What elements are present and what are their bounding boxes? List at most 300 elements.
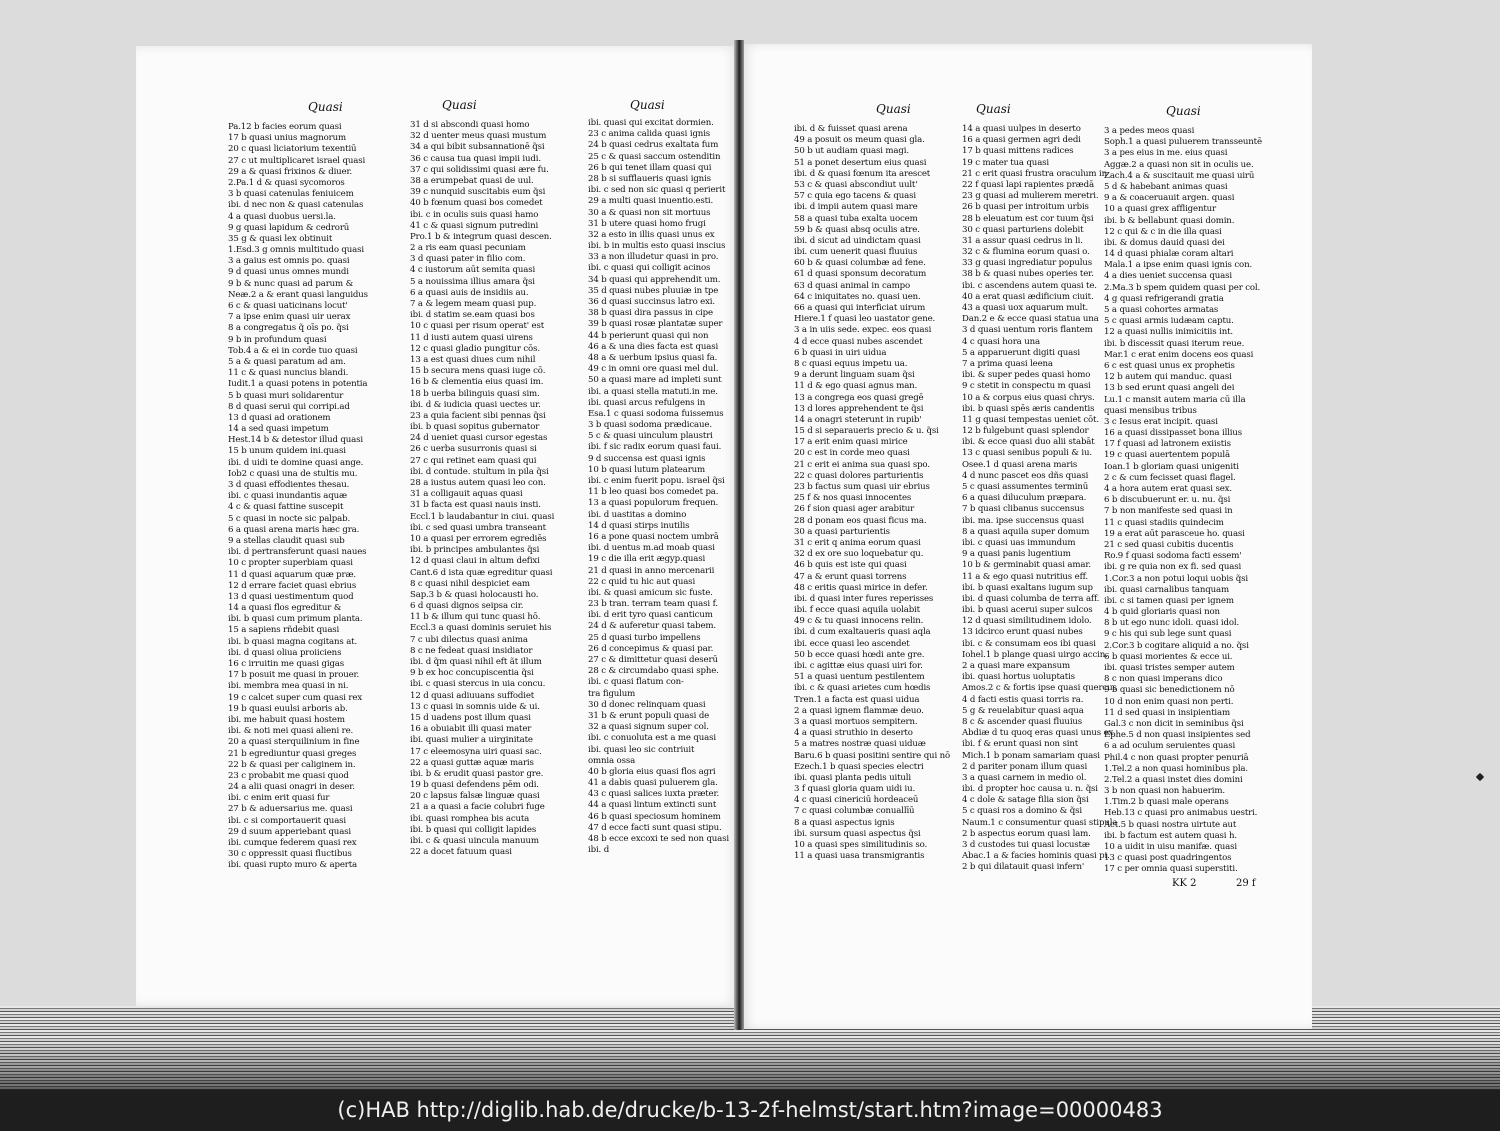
index-entry: 19 c quasi auertentem populā: [1104, 450, 1230, 461]
column-header: Quasi: [1166, 104, 1201, 118]
index-entry: 9 b & nunc quasi ad parum &: [228, 278, 354, 289]
index-entry: ibi. c sed non sic quasi q perierit: [588, 185, 726, 196]
index-entry: 49 c & tu quasi innocens relin.: [794, 616, 924, 627]
index-entry: 7 b non manifeste sed quasi in: [1104, 506, 1233, 517]
index-entry: 1.Esd.3 g omnis multitudo quasi: [228, 245, 364, 256]
index-entry: 40 b gloria eius quasi flos agri: [588, 766, 716, 777]
index-entry: Hiere.1 f quasi leo uastator gene.: [794, 314, 936, 325]
index-entry: ibi. d cum exaltaueris quasi aqla: [794, 627, 931, 638]
index-entry: ibi. b quasi exaltans iugum sup: [962, 582, 1093, 593]
index-entry: 50 b ecce quasi hœdi ante gre.: [794, 649, 925, 660]
index-entry: ibi. d nec non & quasi catenulas: [228, 200, 364, 211]
index-entry: 28 d ponam eos quasi ficus ma.: [794, 515, 927, 526]
index-entry: 6 b discubuerunt er. u. nu. q̃si: [1104, 495, 1231, 506]
index-entry: 9 a stellas claudit quasi sub: [228, 535, 345, 546]
index-entry: 9 b quasi sic benedictionem nō: [1104, 685, 1235, 696]
index-entry: 5 a & quasi paratum ad am.: [228, 356, 346, 367]
index-entry: 10 a quasi grex affligentur: [1104, 204, 1216, 215]
index-entry: Cant.6 d ista quæ egreditur quasi: [410, 567, 553, 578]
index-entry: 3 b non quasi non habuerim.: [1104, 786, 1225, 797]
index-entry: ibi. quasi tristes semper autem: [1104, 663, 1235, 673]
index-entry: 8 a quasi aspectus ignis: [794, 817, 895, 828]
index-entry: 24 d & auferetur quasi tabem.: [588, 621, 716, 632]
index-entry: 13 c quasi senibus populi & iu.: [962, 448, 1092, 459]
index-entry: tra figulum: [588, 688, 636, 699]
index-entry: 57 c quia ego tacens & quasi: [794, 191, 916, 202]
index-entry: ibi. quasi qui excitat dormien.: [588, 118, 714, 128]
index-entry: ibi. d & iudicia quasi uectes ur.: [410, 399, 541, 410]
index-entry: 30 c oppressit quasi fluctibus: [228, 849, 352, 860]
index-entry: ibi. quasi planta pedis uituli: [794, 772, 911, 783]
index-entry: 2 a quasi mare expansum: [962, 661, 1071, 671]
index-entry: 27 c ut multiplicaret israel quasi: [228, 155, 366, 166]
index-entry: ibi. b & bellabunt quasi domin.: [1104, 215, 1235, 226]
index-entry: 26 f sion quasi ager arabitur: [794, 504, 915, 515]
index-entry: 17 a erit enim quasi mirice: [794, 437, 908, 448]
index-entry: 37 c qui solidissimi quasi ære fu.: [410, 164, 549, 175]
index-entry: 2.Ma.3 b spem quidem quasi per col.: [1104, 282, 1261, 293]
index-entry: ibi. b quasi qui colligit lapides: [410, 824, 537, 835]
index-entry: 12 c qui & c in die illa quasi: [1104, 226, 1222, 237]
index-entry: 1.Tim.2 b quasi male operans: [1104, 797, 1229, 808]
index-entry: Mar.1 c erat enim docens eos quasi: [1104, 349, 1254, 360]
index-entry: 38 a erumpebat quasi de uul.: [410, 175, 534, 186]
index-entry: 7 c ubi dilectus quasi anima: [410, 634, 528, 645]
right-page: [742, 44, 1312, 1029]
index-entry: 21 c erit ei anima sua quasi spo.: [794, 459, 930, 470]
index-entry: 4 c dole & satage filia sion q̃si: [962, 795, 1089, 806]
index-entry: 15 b unum quidem ini.quasi: [228, 446, 346, 457]
index-entry: 32 d uenter meus quasi mustum: [410, 131, 547, 142]
index-entry: 19 c mater tua quasi: [962, 157, 1050, 168]
index-entry: 32 a quasi signum super col.: [588, 722, 709, 733]
index-entry: Iudit.1 a quasi potens in potentia: [228, 379, 368, 390]
index-entry: 35 d quasi nubes pluuiæ in tpe: [588, 285, 719, 296]
column-header: Quasi: [876, 102, 911, 116]
index-entry: 4 d nunc pascet eos dñs quasi: [962, 470, 1089, 481]
index-entry: Mala.1 a ipse enim quasi ignis con.: [1104, 260, 1253, 271]
index-entry: 43 c quasi salices iuxta præter.: [588, 789, 720, 800]
index-entry: 3 f quasi gloria quam uidi iu.: [794, 784, 916, 795]
folio-number: 29 f: [1236, 878, 1256, 889]
index-entry: 13 a quasi populorum frequen.: [588, 498, 719, 509]
index-entry: Eccl.3 a quasi dominis seruiet his: [410, 623, 552, 634]
index-entry: 13 c quasi post quadringentos: [1104, 853, 1232, 864]
index-entry: Ephe.5 d non quasi insipientes sed: [1104, 730, 1251, 741]
index-entry: ibi. quasi romphea bis acuta: [410, 813, 530, 824]
index-entry: 11 b & illum qui tunc quasi hō.: [410, 612, 541, 623]
index-entry: 4 d facti estis quasi torris ra.: [962, 694, 1084, 705]
index-entry: 24 b quasi cedrus exaltata fum: [588, 140, 719, 151]
index-entry: 39 b quasi rosæ plantatæ super: [588, 319, 723, 330]
index-entry: 28 b si sufflaueris quasi ignis: [588, 173, 711, 184]
index-entry: Phil.4 c non quasi propter penuriā: [1104, 752, 1249, 763]
index-entry: ibi. d impii autem quasi mare: [794, 202, 918, 213]
index-entry: 25 c & quasi saccum ostenditin: [588, 151, 721, 162]
index-entry: 47 d ecce facti sunt quasi stipu.: [588, 822, 722, 833]
index-entry: 13 a congrega eos quasi gregē: [794, 392, 924, 403]
index-entry: 38 b quasi dira passus in cipe: [588, 308, 713, 319]
index-entry: ibi. membra mea quasi in ni.: [228, 681, 349, 692]
index-entry: 20 a quasi sterquilinium in fine: [228, 737, 360, 748]
index-entry: ibi. c agittæ eius quasi uiri for.: [794, 661, 923, 671]
index-entry: ibi. c & quasi uincula manuum: [410, 836, 539, 846]
index-entry: ibi. d uidi te domine quasi ange.: [228, 457, 364, 468]
index-entry: ibi. d q̃m quasi nihil eft ãt illum: [410, 657, 542, 667]
index-entry: 60 b & quasi columbæ ad fene.: [794, 258, 926, 269]
signature-mark: KK 2: [1172, 878, 1197, 889]
index-entry: 8 c non quasi imperans dico: [1104, 674, 1223, 685]
index-entry: 7 a prima quasi leena: [962, 358, 1053, 369]
index-entry: 23 c probabit me quasi quod: [228, 770, 349, 781]
index-entry: 12 a quasi nullis inimicitiis int.: [1104, 327, 1233, 338]
index-entry: 24 a alii quasi onagri in deser.: [228, 782, 355, 793]
index-entry: 49 a posuit os meum quasi gla.: [794, 135, 925, 146]
index-entry: 9 d succensa est quasi ignis: [588, 453, 706, 464]
index-column: [962, 124, 1118, 874]
index-column: [794, 124, 962, 862]
index-entry: 4 a hora autem erat quasi sex.: [1104, 484, 1232, 494]
index-entry: 5 c quasi ros a domino & q̃si: [962, 806, 1082, 817]
index-entry: 6 d quasi dignos seipsa cir.: [410, 601, 524, 612]
index-entry: Dan.2 e & ecce quasi statua una: [962, 314, 1099, 325]
index-entry: 26 b quasi per introitum urbis: [962, 202, 1089, 213]
index-entry: ibi. d pertransferunt quasi naues: [228, 547, 367, 558]
index-entry: 30 a quasi parturientis: [794, 526, 890, 537]
index-entry: 5 a nouissima illius amara q̃si: [410, 276, 535, 287]
index-entry: 20 c quasi liciatorium texentiū: [228, 144, 357, 155]
index-entry: 25 f & nos quasi innocentes: [794, 493, 912, 504]
index-entry: 17 b quasi unius magnorum: [228, 133, 346, 144]
index-entry: 31 a assur quasi cedrus in li.: [962, 235, 1083, 246]
index-entry: 40 b fœnum quasi bos comedet: [410, 198, 543, 209]
index-entry: ibi. d quasi oliua proiiciens: [228, 647, 342, 658]
index-entry: 5 c quasi assumentes terminū: [962, 482, 1089, 492]
index-entry: 30 c quasi parturiens dolebit: [962, 224, 1084, 235]
index-entry: 8 b ut ego nunc idoli. quasi idol.: [1104, 618, 1240, 629]
index-entry: ibi. b quasi cum primum planta.: [228, 614, 363, 625]
index-entry: Gal.3 c non dicit in seminibus q̃si: [1104, 718, 1244, 729]
index-entry: ibi. c & quasi arietes cum hœdis: [794, 683, 931, 694]
index-entry: 14 a quasi uulpes in deserto: [962, 124, 1081, 134]
index-entry: 50 b ut audiam quasi magi.: [794, 146, 909, 157]
index-entry: 48 c eritis quasi mirice in defer.: [794, 582, 928, 593]
index-entry: Zach.4 a & suscitauit me quasi uirū: [1104, 170, 1255, 181]
index-entry: 30 d donec relinquam quasi: [588, 699, 706, 710]
index-entry: 3 a in uiis sede. expec. eos quasi: [794, 325, 932, 336]
index-entry: 1.Tel.2 a non quasi hominibus pla.: [1104, 763, 1248, 774]
index-entry: 31 d si abscondi quasi homo: [410, 120, 530, 130]
index-entry: ibi. c enim fuerit popu. israel q̃si: [588, 476, 725, 486]
index-entry: ibi. c conuoluta est a me quasi: [588, 733, 716, 744]
index-entry: 9 a & coaceruauit argen. quasi: [1104, 193, 1235, 204]
index-entry: 29 a multi quasi inuentio.esti.: [588, 196, 714, 207]
index-entry: 3 b quasi sodoma prædicaue.: [588, 420, 712, 431]
index-column: [228, 122, 398, 872]
index-entry: 2.Pa.1 d & quasi sycomoros: [228, 177, 345, 188]
index-entry: ibi. d & quasi fœnum ita arescet: [794, 168, 931, 179]
index-entry: 19 a erat aūt parasceue ho. quasi: [1104, 528, 1245, 539]
index-entry: Ro.9 f quasi sodoma facti essem': [1104, 551, 1242, 562]
index-entry: ibi. b principes ambulantes q̃si: [410, 545, 540, 556]
index-entry: 14 d quasi phialæ coram altari: [1104, 249, 1234, 260]
index-entry: 3 d quasi effodientes thesau.: [228, 480, 350, 490]
index-entry: 38 b & quasi nubes operies ter.: [962, 269, 1094, 280]
index-entry: 28 a iustus autem quasi leo con.: [410, 478, 546, 488]
index-entry: 9 b in profundum quasi: [228, 334, 327, 345]
index-entry: 22 f quasi lapi rapientes prædā: [962, 179, 1094, 190]
index-entry: Sap.3 b & quasi holocausti ho.: [410, 589, 539, 600]
index-entry: ibi. d statim se.eam quasi bos: [410, 310, 535, 321]
index-entry: ibi. ecce quasi leo ascendet: [794, 638, 910, 649]
index-entry: 14 a sed quasi impetum: [228, 424, 329, 435]
index-entry: Ezech.1 b quasi species electri: [794, 761, 924, 772]
index-entry: 10 c propter superbiam quasi: [228, 558, 353, 569]
index-entry: ibi. ma. ipse succensus quasi: [962, 515, 1084, 526]
index-entry: 19 c die illa erit ægyp.quasi: [588, 554, 706, 565]
index-entry: 66 a quasi qui interficiat uirum: [794, 303, 926, 313]
index-entry: ibi. c si tamen quasi per ignem: [1104, 595, 1234, 606]
index-entry: 3 d quasi pater in filio com.: [410, 254, 526, 265]
index-entry: 21 c erit quasi frustra oraculum in: [962, 168, 1107, 179]
index-entry: 9 a quasi panis lugentium: [962, 549, 1071, 560]
index-entry: ibi. c & consumam eos ibi quasi: [962, 638, 1096, 649]
index-entry: 22 c quasi dolores parturientis: [794, 470, 924, 481]
index-entry: 13 d lores apprehendent te q̃si: [794, 403, 924, 414]
index-entry: 6 b quasi morientes & ecce ui.: [1104, 651, 1233, 662]
index-entry: 10 a & corpus eius quasi chrys.: [962, 392, 1095, 403]
index-entry: 23 b factus sum quasi uir ebrius: [794, 482, 930, 492]
index-entry: 13 idcirco erunt quasi nubes: [962, 627, 1083, 638]
index-entry: 21 d quasi in anno mercenarii: [588, 565, 715, 576]
index-entry: ibi. b discessit quasi iterum reue.: [1104, 338, 1245, 349]
index-entry: 13 d quasi uestimentum quod: [228, 591, 354, 602]
index-entry: 23 b tran. terram team quasi f.: [588, 599, 718, 610]
index-entry: 19 b quasi euulsi arboris ab.: [228, 703, 348, 714]
index-entry: Act.5 b quasi nostra uirtute aut: [1104, 819, 1237, 830]
index-entry: 10 b & germinabit quasi amar.: [962, 560, 1091, 571]
index-entry: 27 c & dimittetur quasi deserū: [588, 655, 718, 665]
index-entry: ibi. d uentus m.ad moab quasi: [588, 543, 715, 554]
index-entry: ibi. d: [588, 845, 610, 856]
index-entry: ibi. d propter hoc causa u. n. q̃si: [962, 784, 1098, 795]
index-entry: 32 c & flumina eorum quasi o.: [962, 247, 1090, 258]
index-entry: 11 d iusti autem quasi uirens: [410, 332, 533, 343]
index-entry: 19 b quasi defendens pēm odi.: [410, 780, 539, 791]
index-entry: 12 d quasi adiuuans suffodiet: [410, 690, 535, 701]
index-entry: ibi. & super pedes quasi homo: [962, 370, 1091, 381]
index-entry: ibi. cum uenerit quasi fluuius: [794, 247, 918, 258]
index-entry: 46 b quis est iste qui quasi: [794, 560, 907, 571]
index-entry: 11 c quasi stadiis quindecim: [1104, 517, 1224, 528]
index-entry: 39 c nunquid suscitabis eum q̃si: [410, 187, 546, 198]
index-entry: Esa.1 c quasi sodoma fuissemus: [588, 408, 724, 419]
index-entry: 8 c ne fedeat quasi insidiator: [410, 645, 533, 656]
index-entry: 7 a ipse enim quasi uir uerax: [228, 312, 351, 323]
index-entry: 13 c quasi in somnis uide & ui.: [410, 701, 540, 712]
index-entry: Lu.1 c mansit autem maria cū illa: [1104, 394, 1246, 405]
index-entry: ibi. sursum quasi aspectus q̃si: [794, 828, 921, 839]
index-entry: 26 d concepimus & quasi par.: [588, 643, 714, 654]
index-entry: 3 d quasi uentum roris flantem: [962, 325, 1093, 336]
index-entry: omnia ossa: [588, 755, 636, 766]
index-entry: 15 b secura mens quasi iuge cō.: [410, 366, 546, 377]
index-entry: 10 d non enim quasi non perti.: [1104, 696, 1234, 707]
index-entry: 13 b sed erunt quasi angeli dei: [1104, 383, 1235, 394]
index-entry: 6 a quasi diluculum præpara.: [962, 493, 1087, 504]
index-entry: 3 b quasi catenulas feniuicem: [228, 189, 354, 200]
index-entry: 20 c est in corde meo quasi: [794, 448, 910, 459]
index-entry: Neæ.2 a & erant quasi languidus: [228, 289, 368, 300]
index-entry: Ioan.1 b gloriam quasi unigeniti: [1104, 461, 1239, 472]
index-entry: 6 c & quasi uaticinans locut': [228, 301, 348, 311]
index-entry: 17 f quasi ad latronem exiistis: [1104, 439, 1231, 450]
index-entry: 5 d & habebant animas quasi: [1104, 181, 1228, 192]
index-entry: 21 a a quasi a facie colubri fuge: [410, 802, 545, 813]
index-entry: 11 d quasi aquarum quæ præ.: [228, 569, 356, 580]
index-entry: 16 a quasi germen agri dedi: [962, 135, 1081, 146]
index-entry: 30 a & quasi non sit mortuus: [588, 207, 711, 218]
index-entry: 14 a onagri steterunt in rupib': [794, 414, 922, 425]
index-entry: 22 a docet fatuum quasi: [410, 847, 512, 858]
index-entry: ibi. d contude. stultum in pila q̃si: [410, 466, 549, 477]
index-entry: 11 g quasi tempestas ueniet cōt.: [962, 414, 1099, 425]
index-entry: 21 c sed quasi cubitis ducentis: [1104, 539, 1234, 550]
index-entry: Tren.1 a facta est quasi uidua: [794, 694, 920, 705]
index-entry: ibi. b quasi spēs æris candentis: [962, 403, 1095, 414]
index-entry: ibi. b quasi acerui super sulcos: [962, 605, 1093, 616]
index-entry: ibi. b quasi sopitus gubernator: [410, 422, 540, 433]
index-entry: ibi. b in multis esto quasi inscius: [588, 241, 726, 252]
index-entry: Tob.4 a & ei in corde tuo quasi: [228, 345, 358, 356]
index-entry: 2 b qui dilatauit quasi infern': [962, 862, 1085, 873]
index-entry: 4 c quasi hora una: [962, 336, 1040, 347]
index-entry: 32 d ex ore suo loquebatur qu.: [794, 549, 924, 560]
index-entry: 3 c Iesus erat incipit. quasi: [1104, 416, 1218, 427]
index-entry: 15 d uadens post illum quasi: [410, 712, 531, 723]
index-entry: 21 b egrediuntur quasi greges: [228, 748, 357, 759]
index-entry: 16 a obuiabit illi quasi mater: [410, 724, 532, 735]
index-entry: 51 a ponet desertum eius quasi: [794, 157, 927, 168]
index-entry: 8 d quasi serui qui corripi.ad: [228, 401, 350, 412]
index-entry: 31 b utere quasi homo frugi: [588, 218, 706, 229]
index-entry: ibi. & ecce quasi duo alii stabāt: [962, 437, 1095, 448]
index-entry: 36 d quasi succinsus latro exi.: [588, 297, 715, 307]
copyright-caption: (c)HAB http://diglib.hab.de/drucke/b-13-2f-helmst/start.htm?image=00000483: [337, 1098, 1163, 1122]
index-entry: 10 b quasi lutum platearum: [588, 464, 706, 475]
index-entry: 46 a & una dies facta est quasi: [588, 341, 719, 352]
index-entry: Aggæ.2 a quasi non sit in oculis ue.: [1104, 159, 1254, 170]
index-entry: Eccl.1 b laudabantur in ciui. quasi: [410, 511, 555, 522]
index-entry: 44 b perierunt quasi qui non: [588, 330, 709, 341]
index-entry: ibi. cumque federem quasi rex: [228, 838, 357, 848]
index-entry: ibi. quasi carnalibus tanquam: [1104, 584, 1229, 595]
index-entry: 15 a sapiens rñdebit quasi: [228, 625, 340, 636]
index-entry: 5 a matres nostræ quasi uiduæ: [794, 739, 926, 750]
index-entry: ibi. f ecce quasi aquila uolabit: [794, 605, 920, 616]
index-entry: ibi. quasi mulier a uirginitate: [410, 735, 533, 746]
index-entry: 17 c per omnia quasi superstiti.: [1104, 864, 1238, 875]
index-entry: 7 c quasi columbæ conuallīū: [794, 806, 915, 817]
index-entry: 8 c & ascender quasi fluuius: [962, 716, 1083, 727]
index-entry: ibi. b quasi magna cogitans at.: [228, 636, 358, 647]
index-entry: 16 a quasi dissipasset bona illius: [1104, 428, 1243, 439]
index-entry: 29 a & quasi frixinos & diuer.: [228, 166, 353, 177]
index-entry: ibi. me habuit quasi hostem: [228, 714, 345, 725]
index-entry: Naum.1 c consumentur quasi stipula: [962, 817, 1118, 828]
index-entry: ibi. c sed quasi umbra transeant: [410, 522, 546, 533]
index-entry: 51 a quasi uentum pestilentem: [794, 672, 925, 683]
index-entry: 59 b & quasi absq oculis atre.: [794, 224, 920, 235]
index-entry: 18 b uerba bilinguis quasi sim.: [410, 388, 540, 399]
index-entry: 8 a congregatus q̃ oīs po. q̃si: [228, 323, 349, 334]
index-entry: 4 a dies ueniet succensa quasi: [1104, 271, 1232, 282]
index-entry: 4 c iustorum aūt semita quasi: [410, 265, 536, 276]
index-entry: 28 b eleuatum est cor tuum q̃si: [962, 213, 1094, 224]
index-entry: 3 d custodes tui quasi locustæ: [962, 840, 1090, 850]
index-entry: ibi. d uastitas a domino: [588, 509, 687, 520]
index-entry: 34 a qui bibit subsannationē q̃si: [410, 142, 545, 153]
index-entry: 2 b aspectus eorum quasi lam.: [962, 828, 1091, 839]
index-entry: Pro.1 b & integrum quasi descen.: [410, 231, 552, 242]
index-entry: ibi. g re quia non ex fi. sed quasi: [1104, 562, 1242, 573]
index-entry: 6 a quasi auis de insidiis au.: [410, 287, 529, 298]
index-entry: 31 a colligauit aquas quasi: [410, 489, 523, 500]
index-entry: 7 a & legem meam quasi pup.: [410, 299, 537, 309]
index-entry: Iob2 c quasi una de stultis mu.: [228, 468, 358, 479]
index-entry: 10 a uidit in uisu manifæ. quasi: [1104, 842, 1238, 852]
index-entry: 28 c & circumdabo quasi sphe.: [588, 666, 719, 677]
index-entry: ibi. c ascendens autem quasi te.: [962, 280, 1097, 291]
index-entry: 11 a & ego quasi nutritius eff.: [962, 571, 1088, 582]
index-entry: ibi. d & fuisset quasi arena: [794, 124, 908, 134]
index-entry: 5 c & quasi uinculum plaustri: [588, 431, 713, 442]
index-entry: ibi. c si comportauerit quasi: [228, 815, 347, 826]
index-entry: 32 a esto in illis quasi unus ex: [588, 229, 715, 240]
index-entry: ibi. & noti mei quasi alieni re.: [228, 726, 354, 737]
book-gutter: [734, 40, 744, 1030]
index-entry: Soph.1 a quasi puluerem transseuntē: [1104, 137, 1262, 148]
index-entry: 47 a & erunt quasi torrens: [794, 571, 907, 582]
column-header: Quasi: [630, 98, 665, 112]
scanner-bed-shadow: [0, 1040, 1500, 1090]
index-entry: 23 a quia facient sibi pennas q̃si: [410, 410, 546, 421]
index-entry: 3 a gaius est omnis po. quasi: [228, 256, 350, 267]
index-column: [588, 118, 738, 856]
index-entry: 12 c quasi gladio pungitur cōs.: [410, 343, 540, 354]
index-entry: 9 b ex hoc concupiscentia q̃si: [410, 668, 534, 679]
index-entry: 20 c lapsus falsæ linguæ quasi: [410, 791, 540, 802]
index-column: [410, 120, 582, 858]
index-entry: 41 a dabis quasi puluerem gla.: [588, 778, 718, 789]
index-entry: ibi. & domus dauid quasi dei: [1104, 237, 1225, 248]
index-entry: 14 d quasi stirps inutilis: [588, 520, 690, 531]
index-entry: 22 c quid tu hic aut quasi: [588, 576, 696, 587]
index-entry: 9 a derunt linguam suam q̃si: [794, 370, 915, 381]
index-entry: 6 b quasi in uiri uidua: [794, 347, 887, 358]
index-entry: 19 c calcet super cum quasi rex: [228, 692, 363, 703]
index-column: [1104, 126, 1264, 876]
index-entry: 14 a quasi flos egreditur &: [228, 603, 342, 614]
index-entry: 4 c & quasi fattine suscepit: [228, 502, 344, 513]
index-entry: 35 g & quasi lex obtinuit: [228, 233, 333, 244]
index-entry: 6 c est quasi unus ex prophetis: [1104, 360, 1235, 371]
index-entry: 41 c & quasi signum putredini: [410, 220, 539, 231]
index-entry: ibi. quasi hortus uoluptatis: [962, 672, 1075, 683]
index-entry: Heb.13 c quasi pro animabus uestri.: [1104, 808, 1258, 819]
index-entry: 50 a quasi mare ad impleti sunt: [588, 375, 722, 386]
index-entry: 7 b quasi clibanus succensus: [962, 504, 1084, 515]
